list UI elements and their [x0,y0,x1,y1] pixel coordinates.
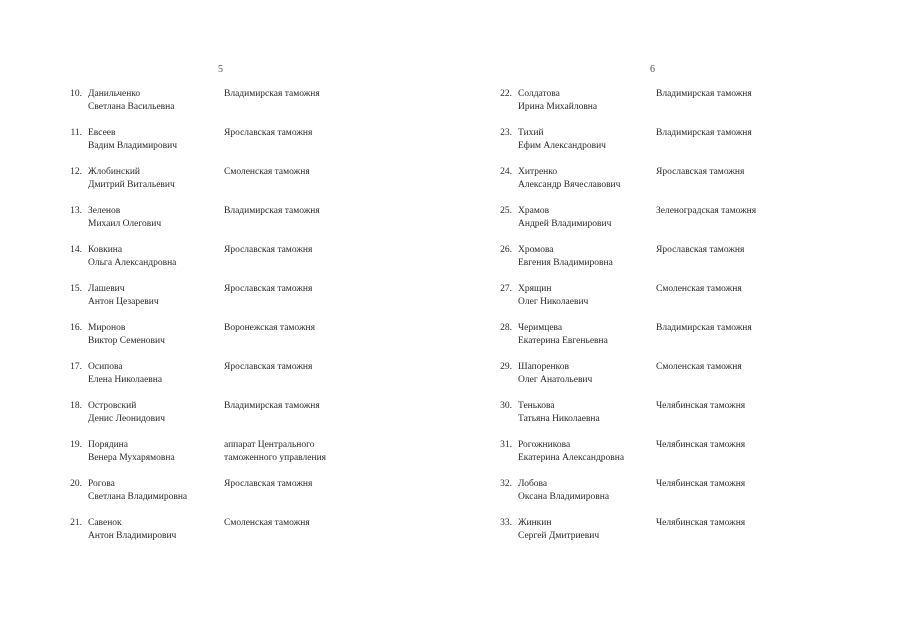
page-number-left: 5 [218,64,223,75]
entry-number: 26. [500,245,512,255]
entry-number: 10. [70,89,82,99]
list-item [62,361,482,400]
entry-number: 12. [70,167,82,177]
entry-surname: Храмов [518,206,550,216]
entry-number: 33. [500,518,512,528]
entry-given-names: Антон Владимирович [88,531,177,541]
entry-surname: Данильченко [88,89,141,99]
entry-organization: Ярославская таможня [224,479,313,489]
entry-given-names: Андрей Владимирович [518,219,612,229]
entry-name [518,283,658,309]
entry-number: 20. [70,479,82,489]
entry-number: 17. [70,362,82,372]
entry-number: 21. [70,518,82,528]
entry-organization: Челябинская таможня [656,401,746,411]
entry-number: 25. [500,206,512,216]
entry-given-names: Олег Николаевич [518,297,589,307]
entry-organization: Владимирская таможня [656,323,752,333]
entry-surname: Лашевич [88,284,125,294]
entry-name [518,205,658,231]
entry-number: 29. [500,362,512,372]
entry-surname: Хромова [518,245,554,255]
entry-given-names: Светлана Владимировна [88,492,188,502]
entry-name [518,88,658,114]
entry-given-names: Елена Николаевна [88,375,163,385]
entry-number: 18. [70,401,82,411]
entry-surname: Хитренко [518,167,558,177]
entry-number: 24. [500,167,512,177]
entry-number: 27. [500,284,512,294]
list-item [492,478,905,517]
entry-organization: Ярославская таможня [224,245,313,255]
entry-given-names: Ефим Александрович [518,141,606,151]
list-item [62,517,482,556]
entry-organization: Ярославская таможня [224,128,313,138]
entry-surname: Жинкин [518,518,552,528]
entry-surname: Лобова [518,479,548,489]
list-item [62,127,482,166]
entry-name [518,400,658,426]
entry-number: 16. [70,323,82,333]
entry-surname: Тенькова [518,401,555,411]
entry-surname: Рогова [88,479,115,489]
list-item [492,517,905,556]
list-item [62,322,482,361]
entry-organization: Ярославская таможня [224,362,313,372]
entry-given-names: Екатерина Александровна [518,453,625,463]
entry-organization: Владимирская таможня [656,89,752,99]
entry-organization: Владимирская таможня [656,128,752,138]
entry-number: 14. [70,245,82,255]
list-item [62,88,482,127]
entry-given-names: Михаил Олегович [88,219,162,229]
entry-given-names: Александр Вячеславович [518,180,621,190]
entry-given-names: Татьяна Николаевна [518,414,600,424]
entry-name [518,244,658,270]
entry-given-names: Виктор Семенович [88,336,165,346]
entry-surname: Шапоренков [518,362,569,372]
entry-organization: Челябинская таможня [656,440,746,450]
entry-organization: Зеленоградская таможня [656,206,757,216]
entry-surname: Хрящин [518,284,552,294]
entry-number: 22. [500,89,512,99]
entry-name [518,322,658,348]
entry-organization: Ярославская таможня [656,245,745,255]
entry-surname: Зеленов [88,206,121,216]
entry-organization: Смоленская таможня [656,362,742,372]
page-right-list [492,88,905,556]
list-item [62,166,482,205]
entry-number: 15. [70,284,82,294]
entry-name [88,205,228,231]
entry-organization: Смоленская таможня [224,518,310,528]
entry-name [518,127,658,153]
list-item [492,205,905,244]
list-item [62,400,482,439]
entry-name [518,517,658,543]
page-number-right: 6 [650,64,655,75]
entry-given-names: Дмитрий Витальевич [88,180,175,190]
entry-surname: Осипова [88,362,123,372]
entry-name [88,361,228,387]
entry-organization: Ярославская таможня [656,167,745,177]
list-item [62,283,482,322]
page-left-list [62,88,482,556]
entry-surname: Ковкина [88,245,123,255]
entry-number: 13. [70,206,82,216]
list-item [492,127,905,166]
entry-organization: Владимирская таможня [224,206,320,216]
list-item [492,439,905,478]
entry-name [88,166,228,192]
entry-surname: Островский [88,401,137,411]
entry-organization: аппарат Центрального таможенного управления [224,440,327,463]
entry-given-names: Ирина Михайловна [518,102,598,112]
entry-given-names: Ольга Александровна [88,258,177,268]
entry-given-names: Антон Цезаревич [88,297,159,307]
entry-name [88,439,228,465]
entry-number: 11. [70,128,82,138]
entry-organization: Владимирская таможня [224,89,320,99]
entry-surname: Порядина [88,440,128,450]
entry-surname: Черимцева [518,323,563,333]
entry-organization: Владимирская таможня [224,401,320,411]
entry-number: 32. [500,479,512,489]
entry-name [88,88,228,114]
entry-name [518,361,658,387]
entry-organization: Смоленская таможня [224,167,310,177]
list-item [492,88,905,127]
entry-surname: Солдатова [518,89,560,99]
entry-surname: Тихий [518,128,544,138]
entry-organization: Ярославская таможня [224,284,313,294]
entry-organization: Воронежская таможня [224,323,315,333]
entry-organization: Челябинская таможня [656,518,746,528]
list-item [62,478,482,517]
list-item [492,361,905,400]
entry-organization: Челябинская таможня [656,479,746,489]
entry-surname: Рогожникова [518,440,571,450]
entry-name [518,439,658,465]
list-item [492,322,905,361]
entry-surname: Савенок [88,518,122,528]
entry-given-names: Венера Мухарямовна [88,453,175,463]
entry-name [88,127,228,153]
entry-surname: Жлобинский [88,167,141,177]
entry-given-names: Вадим Владимирович [88,141,178,151]
entry-name [88,517,228,543]
entry-given-names: Евгения Владимировна [518,258,613,268]
entry-given-names: Сергей Дмитриевич [518,531,600,541]
entry-given-names: Оксана Владимировна [518,492,610,502]
entry-given-names: Светлана Васильевна [88,102,175,112]
list-item [62,205,482,244]
entry-given-names: Денис Леонидович [88,414,166,424]
list-item [62,439,482,478]
entry-name [88,283,228,309]
entry-name [88,478,228,504]
entry-name [518,478,658,504]
entry-surname: Миронов [88,323,126,333]
list-item [492,166,905,205]
entry-number: 23. [500,128,512,138]
list-item [492,244,905,283]
list-item [492,283,905,322]
entry-number: 31. [500,440,512,450]
entry-given-names: Екатерина Евгеньевна [518,336,608,346]
entry-number: 30. [500,401,512,411]
entry-name [88,322,228,348]
entry-name [88,244,228,270]
list-item [492,400,905,439]
list-item [62,244,482,283]
entry-name [88,400,228,426]
entry-organization: Смоленская таможня [656,284,742,294]
entry-surname: Евсеев [88,128,116,138]
entry-given-names: Олег Анатольевич [518,375,593,385]
entry-number: 28. [500,323,512,333]
entry-name [518,166,658,192]
entry-number: 19. [70,440,82,450]
